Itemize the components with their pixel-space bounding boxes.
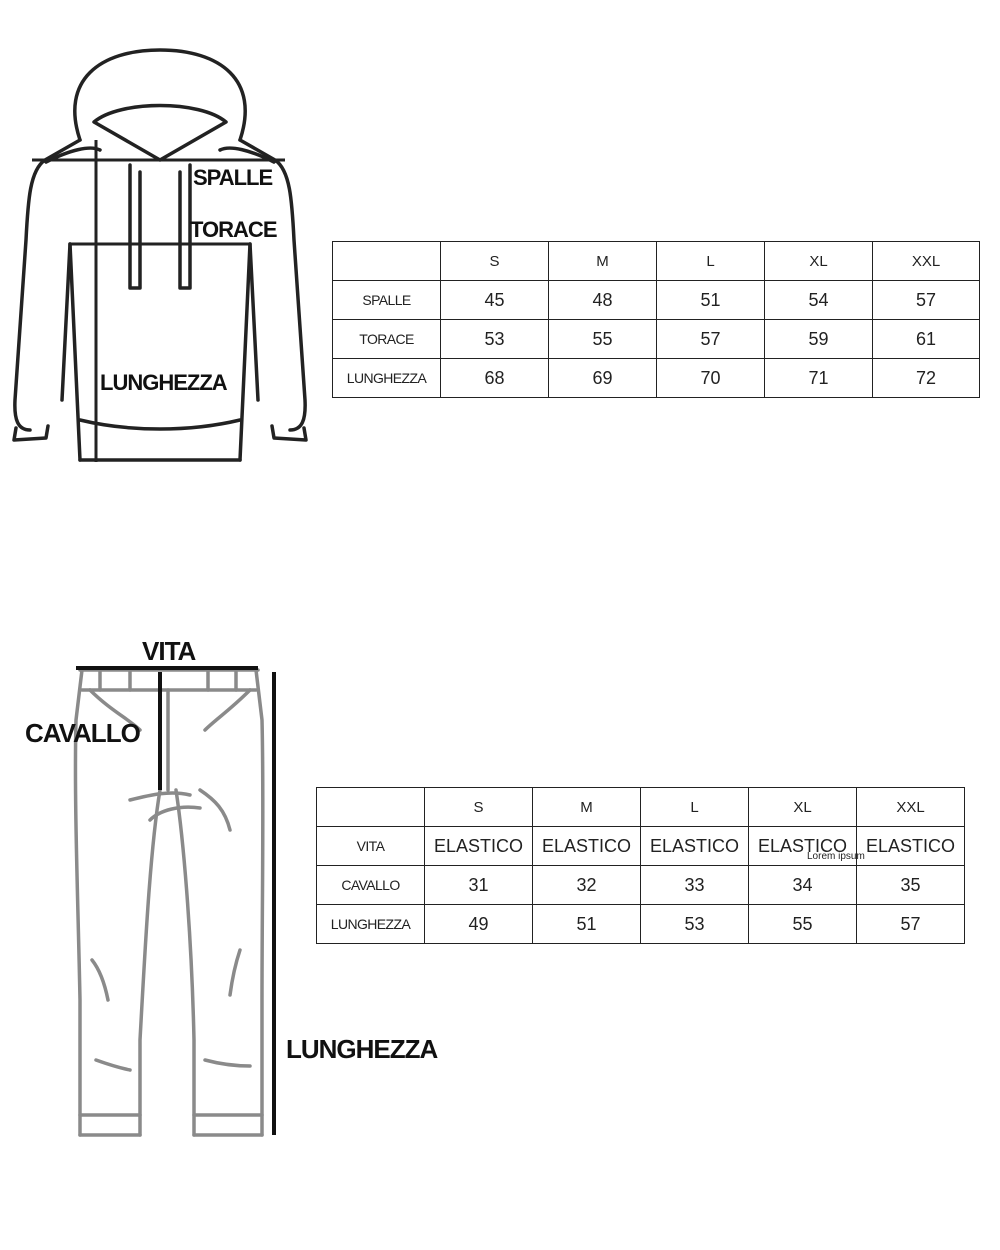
header-cell-l: L <box>641 788 749 827</box>
table-cell: 49 <box>425 905 533 944</box>
table-header-row <box>317 788 965 827</box>
table-cell: 33 <box>641 866 749 905</box>
table-cell: 70 <box>657 359 765 398</box>
row-label: LUNGHEZZA <box>333 359 441 398</box>
pants-size-table <box>316 787 965 944</box>
header-cell-s: S <box>441 242 549 281</box>
hoodie-size-table <box>332 241 980 398</box>
table-header-row <box>333 242 980 281</box>
header-cell-empty <box>317 788 425 827</box>
placeholder-note: Lorem ipsum <box>807 851 865 862</box>
label-cavallo: CAVALLO <box>25 718 140 748</box>
table-cell: 35 <box>857 866 965 905</box>
pants-illustration <box>0 0 300 1250</box>
table-cell: 53 <box>441 320 549 359</box>
table-cell: 59 <box>765 320 873 359</box>
label-vita: VITA <box>142 636 196 666</box>
row-label: TORACE <box>333 320 441 359</box>
table-cell: 54 <box>765 281 873 320</box>
table-cell: 51 <box>533 905 641 944</box>
table-cell: ELASTICO <box>857 827 965 866</box>
header-cell-xxl: XXL <box>857 788 965 827</box>
label-lunghezza-hoodie: LUNGHEZZA <box>100 370 227 395</box>
table-row <box>333 281 980 320</box>
label-lunghezza-pants: LUNGHEZZA <box>286 1034 438 1064</box>
table-cell: 34 <box>749 866 857 905</box>
table-cell: ELASTICO <box>533 827 641 866</box>
table-cell: 57 <box>857 905 965 944</box>
table-cell: 51 <box>657 281 765 320</box>
row-label: VITA <box>317 827 425 866</box>
table-row <box>333 359 980 398</box>
table-cell: 71 <box>765 359 873 398</box>
label-spalle: SPALLE <box>193 165 273 190</box>
header-cell-m: M <box>549 242 657 281</box>
table-cell: 57 <box>873 281 980 320</box>
table-cell: 55 <box>549 320 657 359</box>
row-label: SPALLE <box>333 281 441 320</box>
table-cell: 32 <box>533 866 641 905</box>
header-cell-empty <box>333 242 441 281</box>
table-cell: 48 <box>549 281 657 320</box>
table-cell: 55 <box>749 905 857 944</box>
header-cell-xl: XL <box>765 242 873 281</box>
table-row <box>317 905 965 944</box>
table-cell: 53 <box>641 905 749 944</box>
row-label: LUNGHEZZA <box>317 905 425 944</box>
table-cell: 72 <box>873 359 980 398</box>
table-cell: ELASTICO <box>641 827 749 866</box>
table-row <box>317 827 965 866</box>
header-cell-m: M <box>533 788 641 827</box>
row-label: CAVALLO <box>317 866 425 905</box>
header-cell-s: S <box>425 788 533 827</box>
table-cell: 57 <box>657 320 765 359</box>
header-cell-xl: XL <box>749 788 857 827</box>
table-cell: 61 <box>873 320 980 359</box>
table-row <box>333 320 980 359</box>
label-torace: TORACE <box>190 217 277 242</box>
header-cell-l: L <box>657 242 765 281</box>
table-row <box>317 866 965 905</box>
table-cell: ELASTICO <box>425 827 533 866</box>
table-cell: ELASTICO <box>749 827 857 866</box>
table-cell: 45 <box>441 281 549 320</box>
table-cell: 31 <box>425 866 533 905</box>
header-cell-xxl: XXL <box>873 242 980 281</box>
table-cell: 68 <box>441 359 549 398</box>
table-cell: 69 <box>549 359 657 398</box>
